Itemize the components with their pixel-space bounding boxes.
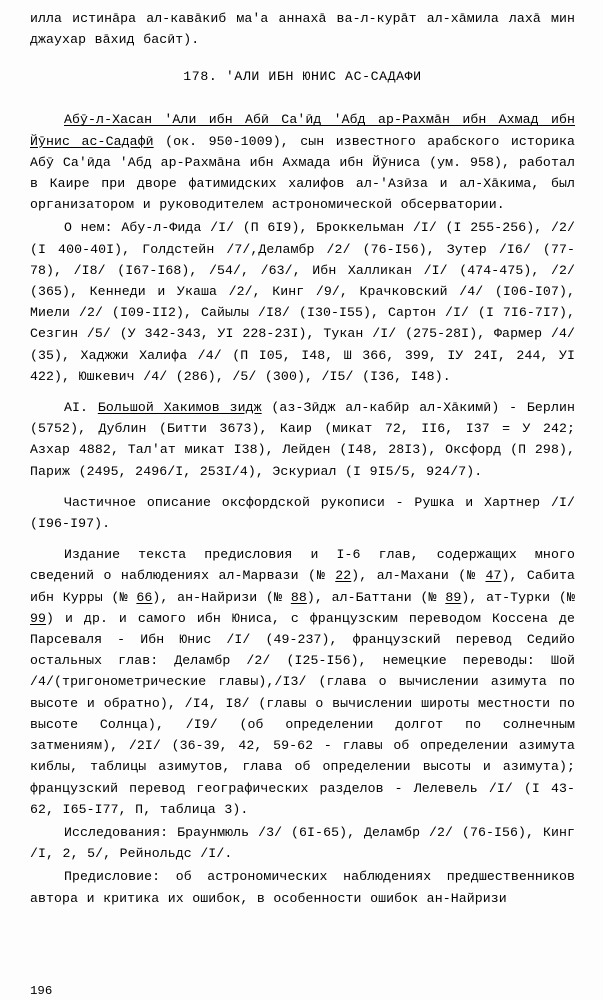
body-text: ), ан-Найризи (№ bbox=[152, 589, 291, 605]
continuation-text: илла истинāра ал-кавāкиб ма'а аннахā ва-л-курāт ал-хāмила лахā мин джаухар вāхид басӣт). bbox=[30, 11, 575, 48]
body-text: ), ал-Махани (№ bbox=[351, 568, 486, 584]
body-text: Издание текста предисловия и I-6 глав, содержащих много сведений о наблюдениях ал-Марвази (№ bbox=[30, 547, 575, 584]
body-text: ) и др. и самого ибн Юниса, с французским переводом Коссена де Парсеваля - Ибн Юнис /I/ (49-237), французский перевод Седийо остальных глав: Деламбр /2/ (I25-I56), немецкие переводы: Шой /4/(тригонометрические главы),/I3/ (глава о вычислении азимута по высоте и обратно), /I4, I8/ (главы о вычислении широты местности по высоте Солнца), /I9/ (об определении долгот по солнечным затмениям), /2I/ (36-39, 42, 59-62 - главы об определении азимута киблы, таблицы азимутов, глава об определении высоты и азимута); французский перевод географических разделов - Лелевель /I/ (I 43-62, I65-I77, П, таблица 3). bbox=[30, 610, 575, 817]
emphasis-text: 66 bbox=[136, 589, 153, 605]
edition-paragraph bbox=[30, 544, 575, 820]
emphasis-text: 47 bbox=[485, 568, 502, 584]
emphasis-text: 22 bbox=[335, 568, 352, 584]
emphasis-text: 99 bbox=[30, 610, 47, 626]
studies-paragraph bbox=[30, 822, 575, 864]
section-heading: 178. 'АЛИ ИБН ЮНИС АС-САДАФИ bbox=[183, 69, 422, 85]
page-number: 196 bbox=[30, 984, 53, 998]
emphasis-text: 89 bbox=[445, 589, 462, 605]
body-text: Частичное описание оксфордской рукописи - Рушка и Хартнер /I/ (I96-I97). bbox=[30, 494, 575, 532]
biography-paragraph bbox=[30, 109, 575, 215]
work-a1-paragraph bbox=[30, 397, 575, 482]
body-text: О нем: Абу-л-Фида /I/ (П 6I9), Броккельман /I/ (I 255-256), /2/ (I 400-40I), Голдстейн /7/,Деламбр /2/ (76-I56), Зутер /I6/ (77-78), /I8/ (I67-I68), /54/, /63/, Ибн Халликан /I/ (474-475), /2/ (365), Кеннеди и Укаша /2/, Кинг /9/, Крачковский /4/ (I06-I07), Миели /2/ (I09-II2), Сайылы /I8/ (I30-I55), Сартон /I/ (I 7I6-7I7), Сезгин /5/ (У 342-343, УI 228-23I), Тукан /I/ (275-28I), Фармер /4/ (35), Хаджжи Халифа /4/ (П I05, I48, Ш 366, 399, IУ 24I, 244, УI 422), Юшкевич /4/ (286), /5/ (300), /I5/ (I36, I48). bbox=[30, 220, 575, 384]
body-text: ), Сабита ибн Курры (№ bbox=[30, 568, 575, 605]
preface-paragraph bbox=[30, 866, 575, 908]
body-text: (аз-Зӣдж ал-кабӣр ал-Хāкимӣ) - Берлин (5752), Дублин (Битти 3673), Каир (микат 72, II6, I37 = У 242; Азхар 4882, Тал'ат микат I38), Лейден (I48, 28I3), Оксфорд (П 298), Париж (2495, 2496/I, 253I/4), Эскуриал (I 9I5/5, 924/7). bbox=[30, 400, 575, 479]
body-text: Исследования: Браунмюль /3/ (6I-65), Деламбр /2/ (76-I56), Кинг /I, 2, 5/, Рейнольдс /I/. bbox=[30, 824, 575, 862]
page-content bbox=[30, 8, 575, 911]
emphasis-text: Большой Хакимов зидж bbox=[97, 400, 262, 416]
emphasis-text: 88 bbox=[290, 589, 307, 605]
body-text: ), ат-Турки (№ bbox=[461, 589, 576, 605]
body-text: (ок. 950-1009), сын известного арабского историка Абӯ Са'ӣда 'Абд ар-Рахмāна ибн Ахмада ибн Йӯниса (ум. 958), работал в Каире при дворе фатимидских халифов ал-'Азӣза и ал-Хāкима, был организатором и руководителем астрономической обсерватории. bbox=[30, 133, 575, 213]
emphasis-text: Абӯ-л-Хасан 'Али ибн Абӣ Са'ӣд 'Абд ар-Рахмāн ибн Ахмад ибн Йӯнис ас-Садафӣ bbox=[30, 112, 575, 149]
references-paragraph bbox=[30, 217, 575, 387]
body-text: ), ал-Баттани (№ bbox=[306, 589, 446, 605]
body-text: Предисловие: об астрономических наблюдениях предшественников автора и критика их ошибок, в особенности ошибок ан-Найризи bbox=[30, 869, 575, 906]
body-text: АI. bbox=[64, 400, 98, 416]
partial-description-paragraph bbox=[30, 492, 575, 534]
